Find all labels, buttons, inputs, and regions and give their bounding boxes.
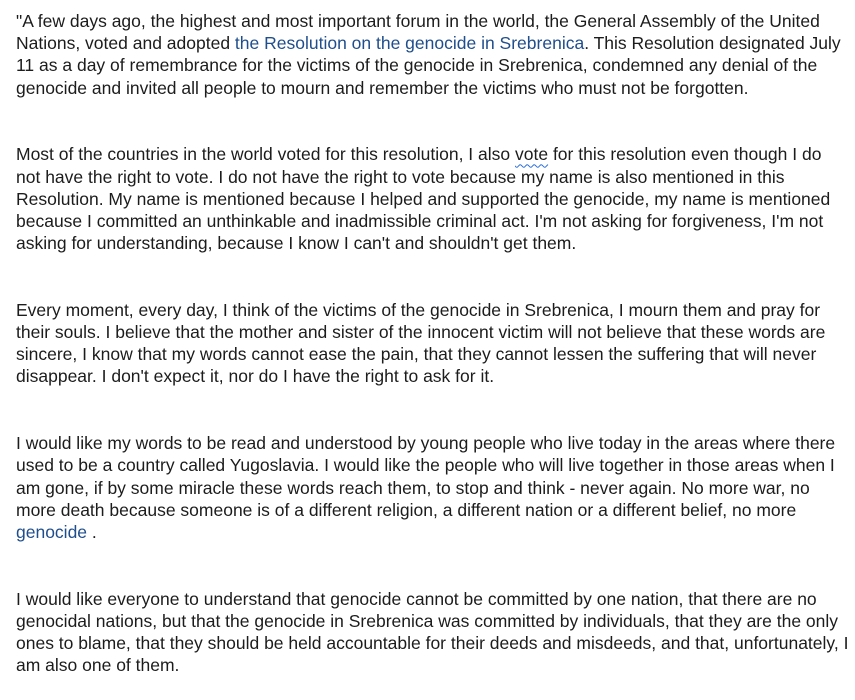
paragraph-2-text-start: Most of the countries in the world voted for this resolution, I also [16, 144, 515, 165]
paragraph-3-text: Every moment, every day, I think of the victims of the genocide in Srebrenica, I mourn them and pray for their souls. I believe that the mother and sister of the innocent victim will not believe that these words are sincere, I know that my words cannot ease the pain, that they cannot lessen the suffering that will never disappear. I don't expect it, nor do I have the right to ask for it. [16, 299, 826, 387]
paragraph-5-text: I would like everyone to understand that genocide cannot be committed by one nation, that there are no genocidal nations, but that the genocide in Srebrenica was committed by individuals, that they are the only ones to blame, that they should be held accountable for their deeds and misdeeds, and that, unfortunately, I am also one of them. [16, 588, 849, 676]
resolution-link[interactable]: the Resolution on the genocide in Srebrenica [234, 33, 585, 54]
paragraph-4 [16, 432, 850, 543]
paragraph-1 [16, 10, 850, 99]
genocide-link[interactable]: genocide [16, 521, 88, 542]
paragraph-4-text-end: . [87, 521, 97, 542]
paragraph-3 [16, 299, 850, 388]
paragraph-1-text-end: . This Resolution designated July 11 as a day of remembrance for the victims of the genocide in Srebrenica, condemned any denial of the genocide and invited all people to mourn and remember the victims who must not be forgotten. [16, 33, 841, 98]
paragraph-4-text-start: I would like my words to be read and understood by young people who live today in the areas where there used to be a country called Yugoslavia. I would like the people who will live together in those areas when I am gone, if by some miracle these words reach them, to stop and think - never again. No more war, no more death because someone is of a different religion, a different nation or a different belief, no more [16, 433, 836, 520]
statement-document [16, 10, 850, 676]
paragraph-2 [16, 143, 850, 254]
paragraph-5 [16, 588, 850, 677]
spellcheck-marked-word[interactable]: vote [515, 144, 549, 165]
paragraph-1-text-start: "A few days ago, the highest and most important forum in the world, the General Assembly of the United Nations, voted and adopted [16, 11, 820, 54]
paragraph-2-text-end: for this resolution even though I do not have the right to vote. I do not have the right to vote because my name is also mentioned in this Resolution. My name is mentioned because I helped and supported the genocide, my name is mentioned because I committed an unthinkable and inadmissible criminal act. I'm not asking for forgiveness, I'm not asking for understanding, because I know I can't and shouldn't get them. [16, 144, 831, 254]
